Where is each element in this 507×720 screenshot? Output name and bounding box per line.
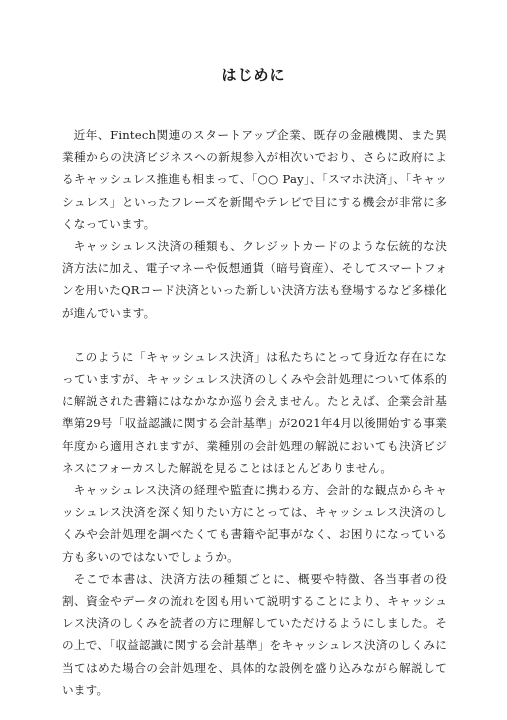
- page-title: はじめに: [221, 66, 286, 84]
- body-text: [62, 124, 447, 701]
- paragraph-payment-types: キャッシュレス決済の種類も、クレジットカードのような伝統的な決済方法に加え、電子マネーや仮想通貨（暗号資産）、そしてスマートフォンを用いたQRコード決済といった新しい決済方法も登場するなど多様化が進んでいます。: [62, 239, 447, 320]
- paragraph-intro: 近年、Fintech関連のスタートアップ企業、既存の金融機関、また異業種からの決済ビジネスへの新規参入が相次いでおり、さらに政府によるキャッシュレス推進も相まって、「○○ Pay」、「スマホ決済」、「キャッシュレス」といったフレーズを新聞やテレビで目にする機会が非常に多くなっています。: [62, 128, 447, 231]
- paragraph-audience: キャッシュレス決済の経理や監査に携わる方、会計的な観点からキャッシュレス決済を深く知りたい方にとっては、キャッシュレス決済のしくみや会計処理を調べたくても書籍や記事がなく、お困りになっている方も多いのではないでしょうか。: [62, 483, 447, 564]
- section-gap: [62, 324, 447, 346]
- paragraph-book-purpose: そこで本書は、決済方法の種類ごとに、概要や特徴、各当事者の役割、資金やデータの流れを図も用いて説明することにより、キャッシュレス決済のしくみを読者の方に理解していただけるようにしました。その上で、「収益認識に関する会計基準」をキャッシュレス決済のしくみに当てはめた場合の会計処理を、具体的な設例を盛り込みながら解説しています。: [62, 571, 447, 697]
- paragraph-lack-of-books: このように「キャッシュレス決済」は私たちにとって身近な存在になっていますが、キャッシュレス決済のしくみや会計処理について体系的に解説された書籍にはなかなか巡り会えません。たとえば、企業会計基準第29号「収益認識に関する会計基準」が2021年4月以後開始する事業年度から適用されますが、業種別の会計処理の解説においても決済ビジネスにフォーカスした解説を見ることはほとんどありません。: [62, 349, 447, 475]
